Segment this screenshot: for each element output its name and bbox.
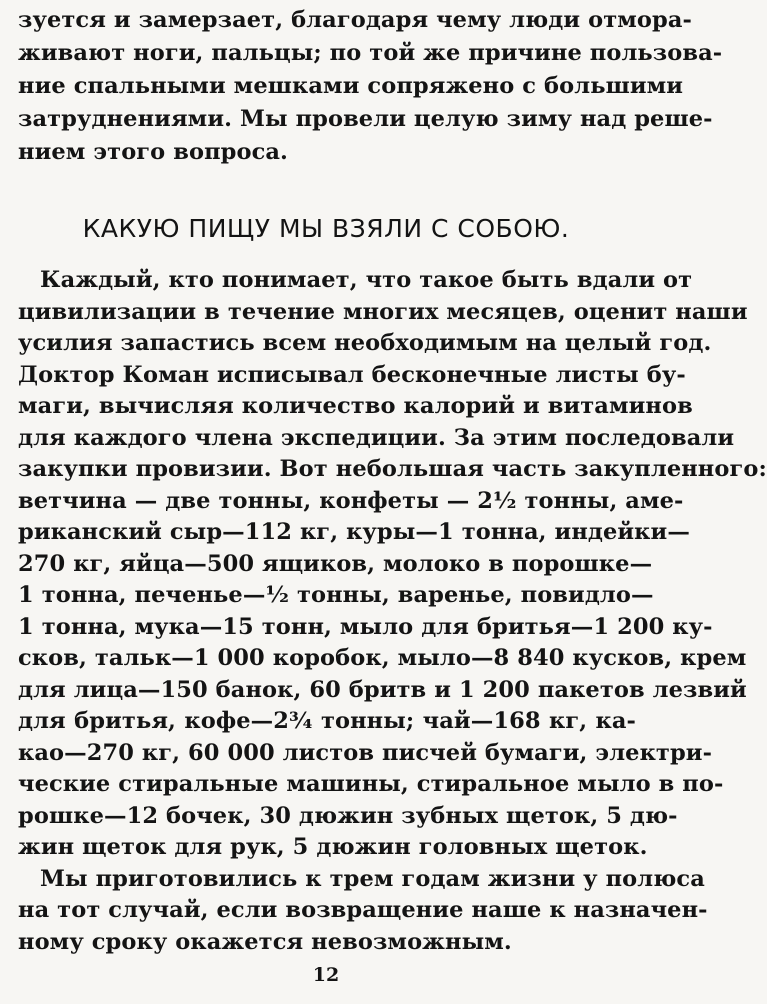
text-line: сков, тальк—1 000 коробок, мыло—8 840 кусков, крем	[18, 645, 747, 671]
text-line: 1 тонна, печенье—½ тонны, варенье, повидло—	[18, 582, 654, 608]
text-line: Каждый, кто понимает, что такое быть вдали от	[40, 267, 693, 293]
text-line: ческие стиральные машины, стиральное мыло в по-	[18, 771, 724, 797]
page-number: 12	[312, 964, 340, 986]
text-line: закупки провизии. Вот небольшая часть закупленного:	[18, 456, 767, 482]
text-line: нием этого вопроса.	[18, 139, 288, 165]
text-line: усилия запастись всем необходимым на целый год.	[18, 330, 712, 356]
text-line: риканский сыр—112 кг, куры—1 тонна, индейки—	[18, 519, 690, 545]
text-line: на тот случай, если возвращение наше к назначен-	[18, 897, 708, 923]
text-line: Доктор Коман исписывал бесконечные листы бу-	[18, 361, 686, 388]
text-line: для каждого члена экспедиции. За этим последовали	[18, 424, 735, 451]
text-line: рошке—12 бочек, 30 дюжин зубных щеток, 5 дю-	[18, 802, 678, 829]
text-line: живают ноги, пальцы; по той же причине пользова-	[18, 40, 723, 66]
text-line: као—270 кг, 60 000 листов писчей бумаги, электри-	[18, 739, 713, 766]
text-line: цивилизации в течение многих месяцев, оценит наши	[18, 298, 748, 325]
text-line: затруднениями. Мы провели целую зиму над реше-	[18, 106, 713, 132]
section-heading: КАКУЮ ПИЩУ МЫ ВЗЯЛИ С СОБОЮ.	[82, 214, 570, 243]
text-line: ние спальными мешками сопряжено с большими	[18, 73, 684, 99]
text-line: для бритья, кофе—2¾ тонны; чай—168 кг, ка-	[18, 708, 636, 734]
text-line: жин щеток для рук, 5 дюжин головных щеток.	[18, 834, 648, 860]
text-line: ветчина — две тонны, конфеты — 2½ тонны, аме-	[18, 487, 684, 514]
text-line: зуется и замерзает, благодаря чему люди отмора-	[18, 7, 692, 33]
text-line: маги, вычисляя количество калорий и витаминов	[18, 393, 693, 419]
text-line: ному сроку окажется невозможным.	[18, 928, 512, 955]
text-line: 1 тонна, мука—15 тонн, мыло для бритья—1 200 ку-	[18, 613, 713, 640]
text-line: Мы приготовились к трем годам жизни у полюса	[40, 865, 705, 892]
text-line: 270 кг, яйца—500 ящиков, молоко в порошке—	[18, 550, 653, 577]
text-line: для лица—150 банок, 60 бритв и 1 200 пакетов лезвий	[18, 676, 747, 703]
